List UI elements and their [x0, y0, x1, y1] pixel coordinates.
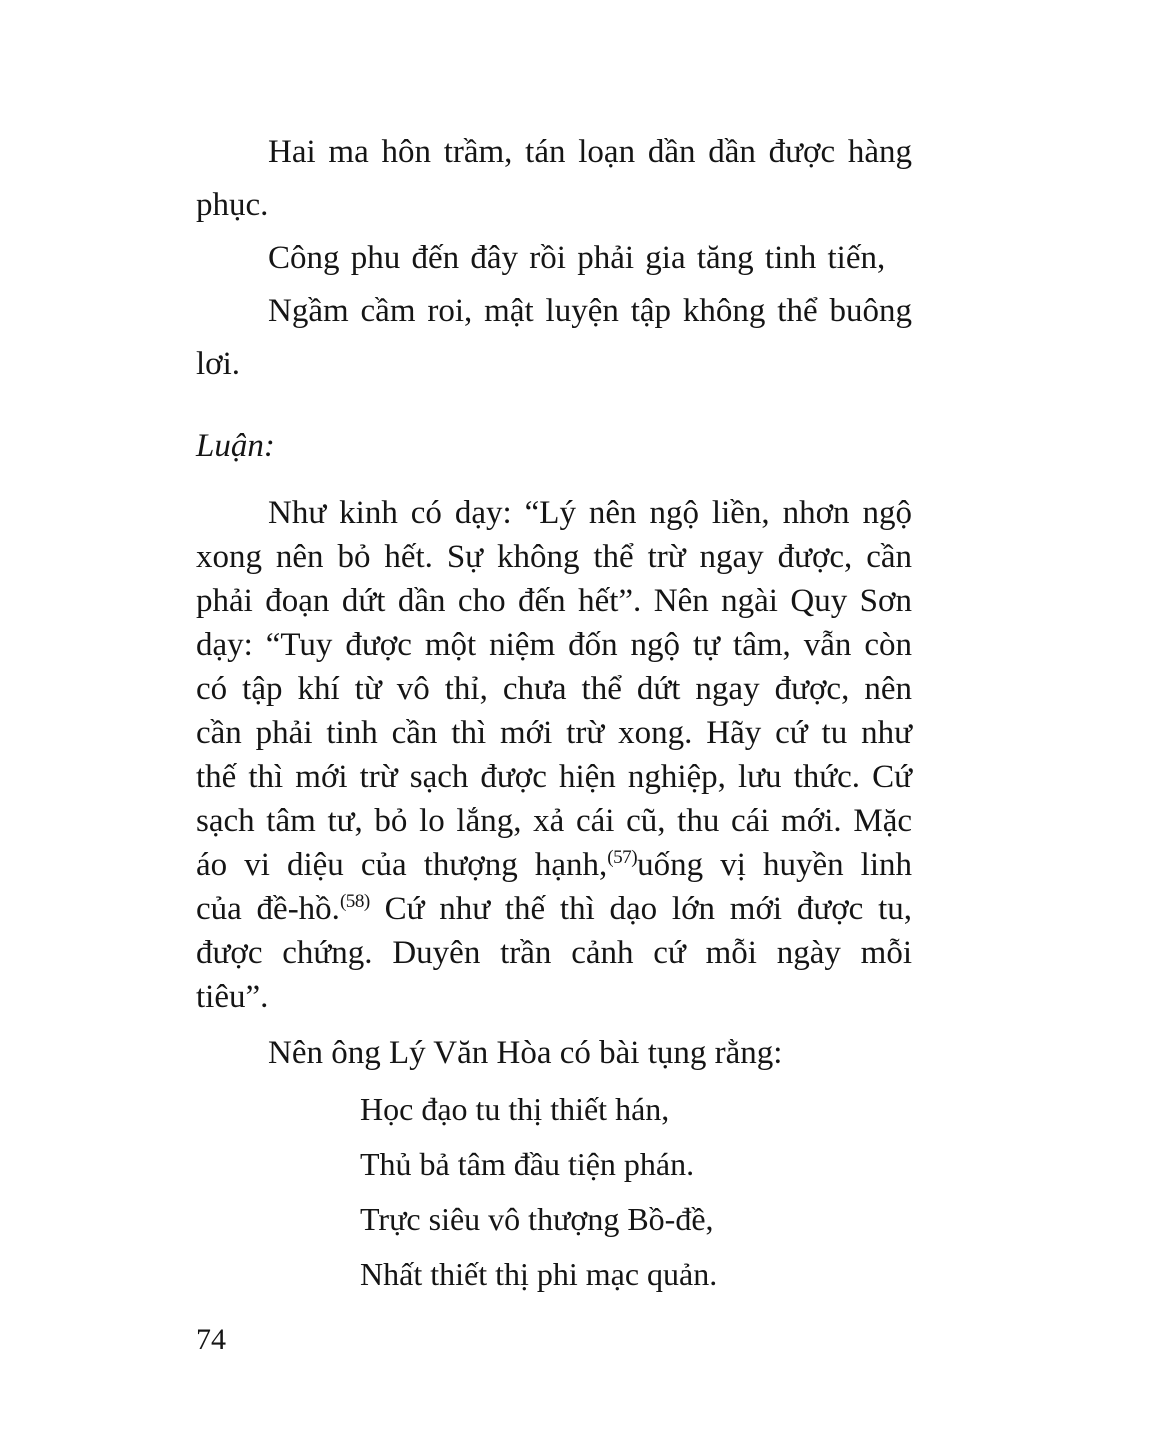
text-block [196, 126, 912, 1302]
footnote-marker-57: (57) [607, 847, 638, 868]
commentary-text-part3: Cứ như thế thì dạo lớn mới được tu, được chứng. Duyên trần cảnh cứ mỗi ngày mỗi tiêu”. [196, 891, 912, 1015]
opening-verse-line: Hai ma hôn trầm, tán loạn dần dần được hàng phục. [196, 134, 912, 223]
poem-intro-line: Nên ông Lý Văn Hòa có bài tụng rằng: [268, 1035, 783, 1071]
footnote-marker-58: (58) [339, 891, 370, 912]
page-number: 74 [196, 1323, 226, 1356]
commentary-text-part1: Như kinh có dạy: “Lý nên ngộ liền, nhơn ngộ xong nên bỏ hết. Sự không thể trừ ngay được, cần phải đoạn dứt dần cho đến hết”. Nên ngài Quy Sơn dạy: “Tuy được một niệm đốn ngộ tự tâm, vẫn còn có tập khí từ vô thỉ, chưa thể dứt ngay được, nên cần phải tinh cần thì mới trừ xong. Hãy cứ tu như thế thì mới trừ sạch được hiện nghiệp, lưu thức. Cứ sạch tâm tư, bỏ lo lắng, xả cái cũ, thu cái mới. Mặc áo vi diệu của thượng hạnh, [196, 495, 912, 883]
commentary-paragraph [196, 491, 912, 1019]
commentary-text-part2: uống vị huyền linh của đề-hồ. [196, 847, 913, 927]
poem-line: Học đạo tu thị thiết hán, [360, 1091, 670, 1127]
poem-line: Nhất thiết thị phi mạc quản. [360, 1256, 718, 1292]
opening-verse-line: Ngầm cầm roi, mật luyện tập không thể buông lơi. [196, 293, 912, 382]
poem-line: Trực siêu vô thượng Bồ-đề, [360, 1201, 714, 1237]
opening-verse-line: Công phu đến đây rồi phải gia tăng tinh tiến, [268, 240, 886, 276]
section-label-luan: Luận: [196, 428, 275, 464]
poem-line: Thủ bả tâm đầu tiện phán. [360, 1146, 695, 1182]
poem-block [196, 1082, 912, 1302]
